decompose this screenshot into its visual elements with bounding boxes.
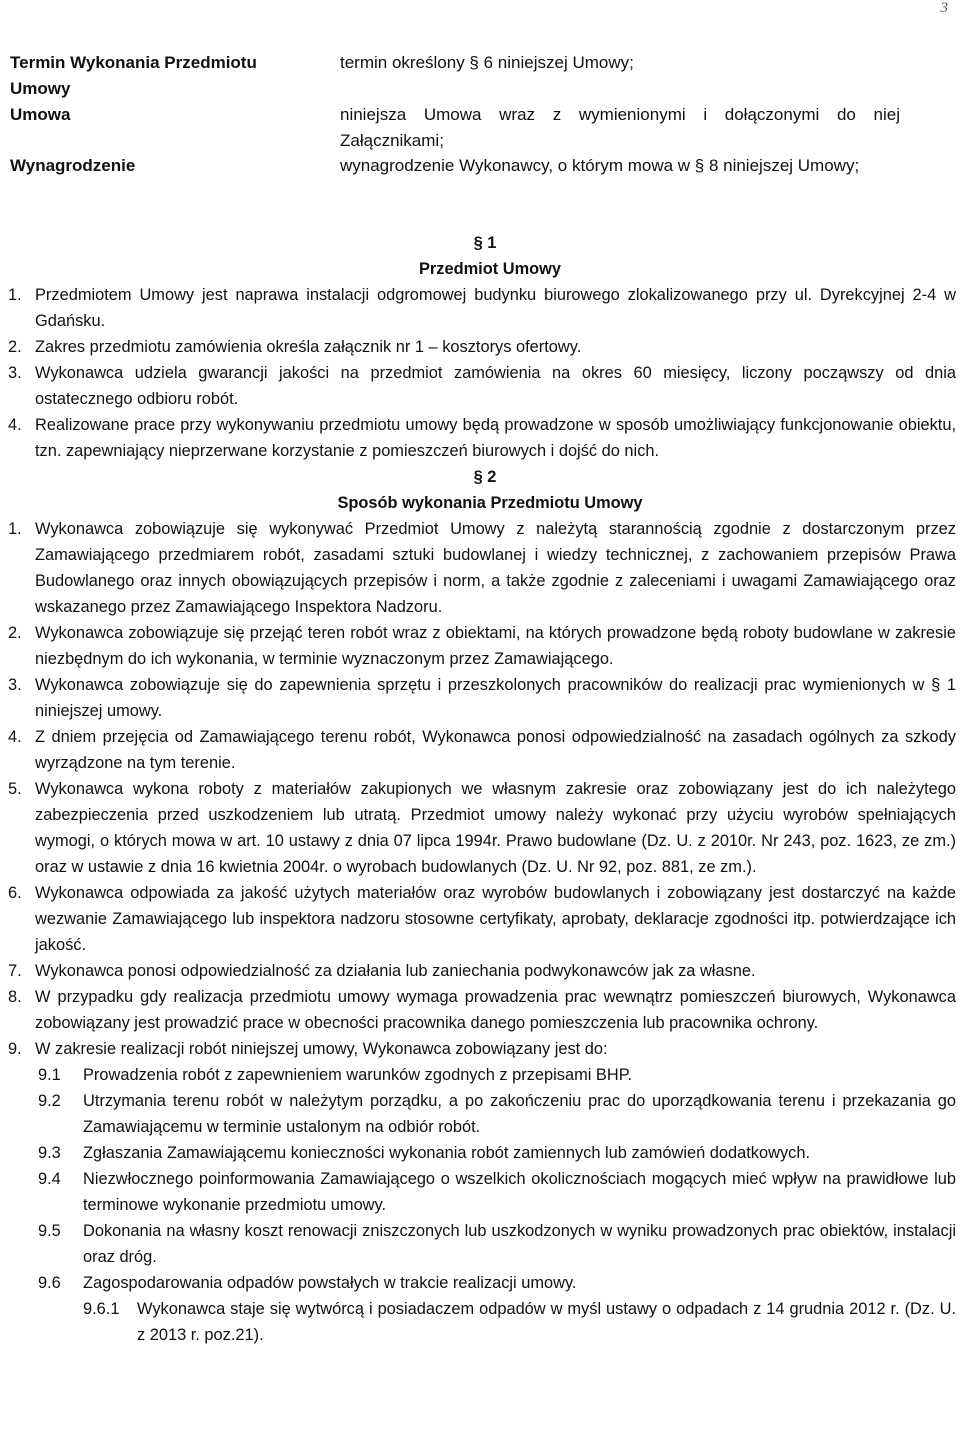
sub-item-text: Zgłaszania Zamawiającemu konieczności wykonania robót zamiennych lub zamówień dodatkowych. — [83, 1144, 811, 1162]
sub-item-number: 9.1 — [38, 1066, 61, 1084]
definition-row — [0, 102, 960, 152]
item-number: 8. — [8, 988, 22, 1006]
section-mark: § 2 — [473, 468, 497, 486]
item-text: Z dniem przejęcia od Zamawiającego terenu robót, Wykonawca ponosi odpowiedzialność na zasadach ogólnych za szkody wyrządzone na tym terenie. — [35, 728, 956, 772]
sub-item-number: 9.2 — [38, 1092, 61, 1110]
item-text: Realizowane prace przy wykonywaniu przedmiotu umowy będą prowadzone w sposób umożliwiający funkcjonowanie obiektu, tzn. zapewniający nieprzerwane korzystanie z pomieszczeń biurowych i dojść do nich. — [35, 416, 956, 460]
item-number: 7. — [8, 962, 22, 980]
list-item — [0, 724, 960, 776]
sub-sub-item-number: 9.6.1 — [83, 1300, 120, 1318]
item-text: Wykonawca zobowiązuje się wykonywać Przedmiot Umowy z należytą starannością zgodnie z dostarczonym przez Zamawiającego przedmiarem robót, zasadami sztuki budowlanej i wiedzy technicznej, z zachowaniem przepisów Prawa Budowlanego oraz innych obowiązujących przepisów i norm, a także zgodnie z zaleceniami i uwagami Zamawiającego oraz wskazanego przez Zamawiającego Inspektora Nadzoru. — [35, 520, 956, 616]
item-number: 2. — [8, 624, 22, 642]
sub-item-text: Zagospodarowania odpadów powstałych w trakcie realizacji umowy. — [83, 1274, 577, 1292]
list-item — [0, 360, 960, 412]
item-number: 1. — [8, 520, 22, 538]
contract-body — [0, 230, 960, 1348]
definition-term: Termin Wykonania Przedmiotu Umowy — [10, 53, 257, 98]
sub-item-number: 9.4 — [38, 1170, 61, 1188]
item-number: 9. — [8, 1040, 22, 1058]
definition-text: termin określony § 6 niniejszej Umowy; — [340, 53, 634, 72]
item-text: Wykonawca zobowiązuje się do zapewnienia sprzętu i przeszkolonych pracowników do realizacji prac wymienionych w § 1 niniejszej umowy. — [35, 676, 956, 720]
sub-item-text: Prowadzenia robót z zapewnieniem warunków zgodnych z przepisami BHP. — [83, 1066, 633, 1084]
list-item — [0, 984, 960, 1036]
item-text: Zakres przedmiotu zamówienia określa załącznik nr 1 – kosztorys ofertowy. — [35, 338, 582, 356]
list-item — [0, 958, 960, 984]
section-title: Sposób wykonania Przedmiotu Umowy — [337, 494, 643, 512]
item-text: Wykonawca ponosi odpowiedzialność za działania lub zaniechania podwykonawców jak za własne. — [35, 962, 756, 980]
section-mark: § 1 — [473, 234, 497, 252]
item-number: 5. — [8, 780, 22, 798]
list-item — [0, 880, 960, 958]
item-number: 6. — [8, 884, 22, 902]
sub-sub-item-text: Wykonawca staje się wytwórcą i posiadaczem odpadów w myśl ustawy o odpadach z 14 grudnia 2012 r. (Dz. U. z 2013 r. poz.21). — [137, 1300, 956, 1344]
list-item — [0, 516, 960, 620]
list-item — [0, 672, 960, 724]
item-text: Wykonawca zobowiązuje się przejąć teren robót wraz z obiektami, na których prowadzone będą roboty budowlane w zakresie niezbędnym do ich wykonania, w terminie wyznaczonym przez Zamawiającego. — [35, 624, 956, 668]
item-text: Wykonawca udziela gwarancji jakości na przedmiot zamówienia na okres 60 miesięcy, liczony począwszy od dnia ostatecznego odbioru robót. — [35, 364, 956, 408]
definition-term: Umowa — [10, 105, 71, 124]
sub-sub-item — [0, 1296, 960, 1348]
sub-item-text: Utrzymania terenu robót w należytym porządku, a po zakończeniu prac do uporządkowania terenu i przekazania go Zamawiającemu w terminie ustalonym na odbiór robót. — [83, 1092, 956, 1136]
item-number: 1. — [8, 286, 22, 304]
item-number: 4. — [8, 416, 22, 434]
sub-item-number: 9.5 — [38, 1222, 61, 1240]
item-text: Wykonawca odpowiada za jakość użytych materiałów oraz wyrobów budowlanych i zobowiązany jest dostarczyć na każde wezwanie Zamawiającego lub inspektora nadzoru stosowne certyfikaty, aprobaty, deklaracje zgodności itp. potwierdzające ich jakość. — [35, 884, 956, 954]
sub-item-text: Niezwłocznego poinformowania Zamawiającego o wszelkich okolicznościach mogących mieć wpływ na prawidłowe lub terminowe wykonanie przedmiotu umowy. — [83, 1170, 956, 1214]
sub-item-number: 9.3 — [38, 1144, 61, 1162]
list-item — [0, 620, 960, 672]
definition-row — [0, 153, 960, 205]
list-item — [0, 412, 960, 464]
item-text: Przedmiotem Umowy jest naprawa instalacji odgromowej budynku biurowego zlokalizowanego przy ul. Dyrekcyjnej 2-4 w Gdańsku. — [35, 286, 956, 330]
page-number: 3 — [940, 0, 948, 16]
list-item — [0, 1036, 960, 1062]
list-item — [0, 776, 960, 880]
sub-item — [0, 1218, 960, 1270]
item-text: W przypadku gdy realizacja przedmiotu umowy wymaga prowadzenia prac wewnątrz pomieszczeń biurowych, Wykonawca zobowiązany jest prowadzić prace w obecności pracownika danego pomieszczenia lub pracownika ochrony. — [35, 988, 956, 1032]
sub-item — [0, 1166, 960, 1218]
list-item — [0, 334, 960, 360]
definition-term: Wynagrodzenie — [10, 156, 136, 175]
sub-item — [0, 1270, 960, 1296]
sub-item — [0, 1140, 960, 1166]
definition-text: wynagrodzenie Wykonawcy, o którym mowa w § 8 niniejszej Umowy; — [340, 156, 860, 175]
section-title: Przedmiot Umowy — [418, 260, 562, 278]
list-item — [0, 282, 960, 334]
sub-item-number: 9.6 — [38, 1274, 61, 1292]
item-number: 2. — [8, 338, 22, 356]
sub-item-text: Dokonania na własny koszt renowacji zniszczonych lub uszkodzonych w wyniku prowadzonych prac obiektów, instalacji oraz dróg. — [83, 1222, 956, 1266]
sub-item — [0, 1062, 960, 1088]
item-number: 3. — [8, 676, 22, 694]
item-text: W zakresie realizacji robót niniejszej umowy, Wykonawca zobowiązany jest do: — [35, 1040, 608, 1058]
item-text: Wykonawca wykona roboty z materiałów zakupionych we własnym zakresie oraz zobowiązany jest do ich należytego zabezpieczenia przed uszkodzeniem lub utratą. Przedmiot umowy należy wykonać przy użyciu wyrobów spełniających wymogi, o których mowa w art. 10 ustawy z dnia 07 lipca 1994r. Prawo budowlane (Dz. U. z 2010r. Nr 243, poz. 1623, ze zm.) oraz w ustawie z dnia 16 kwietnia 2004r. o wyrobach budowlanych (Dz. U. Nr 92, poz. 881, ze zm.). — [35, 780, 956, 876]
definition-row — [0, 50, 960, 102]
sub-item — [0, 1088, 960, 1140]
item-number: 3. — [8, 364, 22, 382]
definition-text: niniejsza Umowa wraz z wymienionymi i dołączonymi do niej Załącznikami; — [340, 105, 900, 150]
item-number: 4. — [8, 728, 22, 746]
